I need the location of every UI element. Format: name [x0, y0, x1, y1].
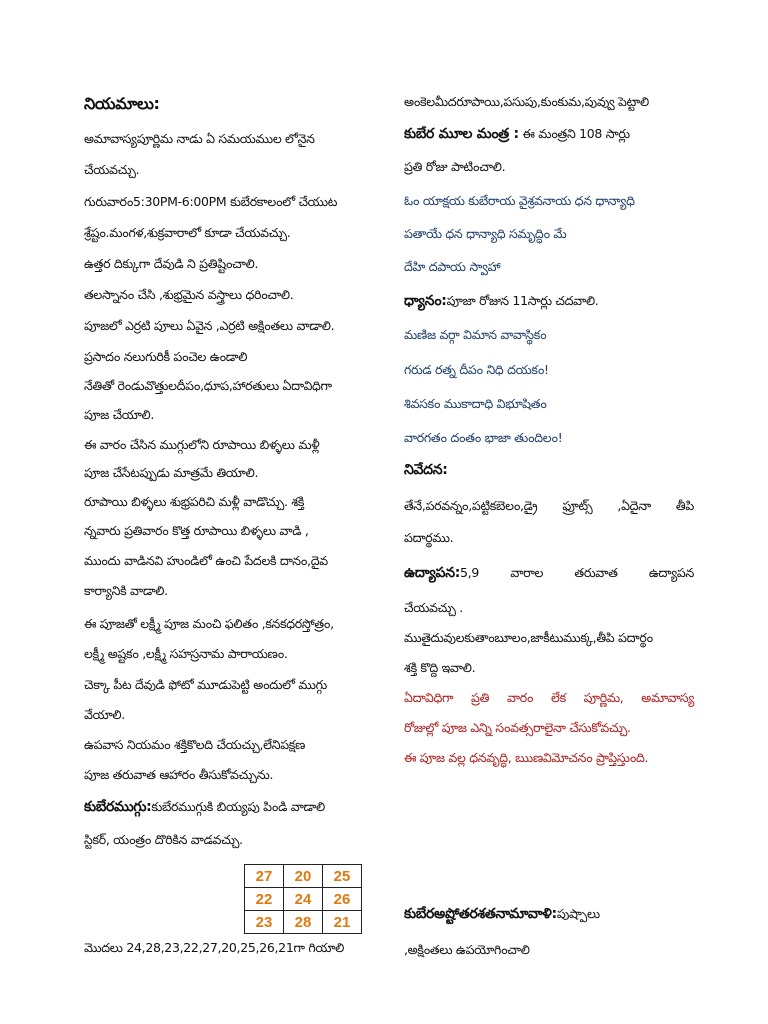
dhyanam-title-line: [404, 293, 694, 309]
grid-cell: 26: [323, 888, 362, 911]
note-line: ఈ పూజ వల్ల ధనవృద్ధి, ఋణవిమోచనం ప్రాప్తిస్తుంది.: [404, 750, 649, 765]
grid-cell: 25: [323, 865, 362, 888]
note-line: రోజుల్లో పూజ ఎన్ని సంవత్సరాలైనా చేసుకోవచ్చు.: [404, 720, 631, 735]
grid-cell: 27: [245, 865, 284, 888]
dhyanam-desc: పూజా రోజున 11సార్లు చదవాలి.: [446, 293, 599, 308]
mantra-title-line: [404, 126, 694, 142]
grid-cell: 22: [245, 888, 284, 911]
mantra-label: కుబేర మూల మంత్ర :: [404, 126, 519, 142]
rule-line: ఉత్తర దిక్కుగా దేవుడి ని ప్రతిష్టించాలి.: [84, 256, 259, 271]
rule-line: చెక్కా పీట దేవుడి ఫోటో మూడుపెట్టి అందులో ముగ్గు: [84, 677, 327, 692]
udyapana-title-line: [404, 565, 694, 581]
grid-cell: 20: [284, 865, 323, 888]
nivedana-line: తేనే,పరవన్నం,పట్టికబెలం,డ్రై ఫ్రూట్స్ ,ఏదైనా తీపి: [404, 498, 694, 513]
grid-cell: 24: [284, 888, 323, 911]
rule-line: పూజ తరువాత ఆహారం తీసుకోవచ్చును.: [84, 767, 274, 782]
rule-line: గురువారం5:30PM-6:00PM కుబేరకాలంలో చేయుట: [84, 194, 338, 209]
rule-line: పూజలో ఎర్రటి పూలు ఏవైన ,ఎర్రటి అక్షింతలు వాడాలి.: [84, 318, 335, 333]
mantra-desc-line: ప్రతి రోజు పాటించాలి.: [404, 159, 506, 174]
grid-cell: 23: [245, 911, 284, 934]
nivedana-line: పదార్థము.: [404, 530, 454, 545]
rule-line: ప్రసాదం నలుగురికీ పంచెల ఉండాలి: [84, 349, 248, 364]
rule-line: శ్రేష్టం.మంగళ,శుక్రవారాలో కూడా చేయవచ్చు.: [84, 225, 291, 240]
rule-line: పూజ చేసేటప్పుడు మాత్రమే తియాలి.: [84, 465, 259, 480]
mantra-line: దేహి దపాయ స్వాహా: [404, 259, 501, 274]
rule-line: కార్యానికి వాడాలి.: [84, 583, 168, 598]
grid-cell: 21: [323, 911, 362, 934]
order-line: మొదలు 24,28,23,22,27,20,25,26,21గా గియాలి: [84, 940, 344, 955]
udyapana-text: 5,9 వారాల తరువాత ఉద్యాపన: [460, 565, 694, 580]
kubera-muggu-grid: [244, 864, 362, 934]
rule-line: తలస్నానం చేసి ,శుభ్రమైన వస్త్రాలు ధరించాలి.: [84, 287, 294, 302]
mantra-desc: ఈ మంత్రని 108 సార్లు: [522, 126, 630, 141]
dhyanam-line: వారగతం దంతం భాజా తుందిలం!: [404, 430, 563, 445]
udyapana-line: ముతైదువులకుతాంబూలం,జాకీటుముక్క,తీపి పదార్థం: [404, 630, 653, 645]
nivedana-heading: నివేదన:: [404, 462, 448, 478]
muggu-label: కుబేరముగ్గు:: [84, 799, 152, 815]
dhyanam-line: మణిజ వర్గా విమాన వావాస్థికం: [404, 327, 547, 342]
rule-line: వేయాలి.: [84, 707, 125, 722]
rule-line: లక్ష్మీ అష్టకం ,లక్ష్మీ సహస్రనామ పారాయణం.: [84, 646, 288, 661]
udyapana-line: చేయవచ్చు .: [404, 600, 463, 615]
rule-line: నేతితో రెండువొత్తులదీపం,ధూప,హారతులు ఏదావిధిగా: [84, 378, 332, 393]
dhyanam-line: గరుడ రత్న దీపం నిధి దయకం!: [404, 362, 549, 377]
stotra-text: పుష్పాలు: [556, 906, 600, 921]
rule-line: ఉపవాస నియమం శక్తికొలది చేయచ్చు,లేనిపక్షణ: [84, 737, 306, 752]
grid-row: [245, 911, 362, 934]
udyapana-label: ఉద్యాపన:: [404, 565, 461, 581]
offering-line: అంకెలమీదరూపాయి,పసుపు,కుంకుమ,పువ్వు పెట్టాలి: [404, 94, 649, 109]
mantra-line: పతాయే ధన ధాన్యాధి సమృద్ధిం మే: [404, 226, 567, 241]
rule-line: పూజ చేయాలి.: [84, 407, 155, 422]
grid-row: [245, 865, 362, 888]
grid-row: [245, 888, 362, 911]
rule-line: న్నవారు ప్రతివారం కొత్త రూపాయి బిళ్ళలు వాడి ,: [84, 523, 309, 538]
rule-line: ఈ వారం చేసిన ముగ్గులోని రూపాయి బిళ్ళలు మళ్లీ: [84, 437, 320, 452]
rule-line: అమావాస్యపూర్ణిమ నాడు ఏ సమయముల లోనైన: [84, 131, 315, 146]
dhyanam-label: ధ్యానం:: [404, 293, 447, 309]
muggu-line: [84, 799, 325, 815]
grid-cell: 28: [284, 911, 323, 934]
rules-heading: నియమాలు:: [84, 94, 160, 113]
stotra-label: కుబేరఅష్టోతరశతనామావాళి:: [404, 906, 557, 922]
stotra-line: ,అక్షింతలు ఉపయోగించాలి: [404, 942, 530, 957]
stotra-title-line: [404, 906, 694, 922]
sticker-line: స్టికర్, యంత్రం దొరికిన వాడవచ్చు.: [84, 832, 243, 847]
note-line: ఏదావిధిగా ప్రతి వారం లేక పూర్ణిమ, అమావాస్య: [404, 690, 694, 705]
rule-line: చేయవచ్చు.: [84, 162, 140, 177]
muggu-text: కుబేరముగ్గుకి బియ్యపు పిండి వాడాలి: [151, 799, 325, 814]
rule-line: ఈ పూజతో లక్ష్మీ పూజ మంచి ఫలితం ,కనకధరస్తోత్రం,: [84, 616, 334, 631]
udyapana-line: శక్తి కొద్ది ఇవాలి.: [404, 660, 476, 675]
mantra-line: ఓం యాక్షయ కుబేరాయ వైశ్రవనాయ ధన ధాన్యాధి: [404, 193, 635, 208]
rule-line: రూపాయి బిళ్ళలు శుభ్రపరిచి మళ్లీ వాడొచ్చు. శక్తి: [84, 494, 305, 509]
dhyanam-line: శివసకం ముకాదాధి విభూషితం: [404, 396, 547, 411]
rule-line: ముందు వాడినవి హుండిలో ఉంచి పేదలకి దానం,దైవ: [84, 553, 328, 568]
